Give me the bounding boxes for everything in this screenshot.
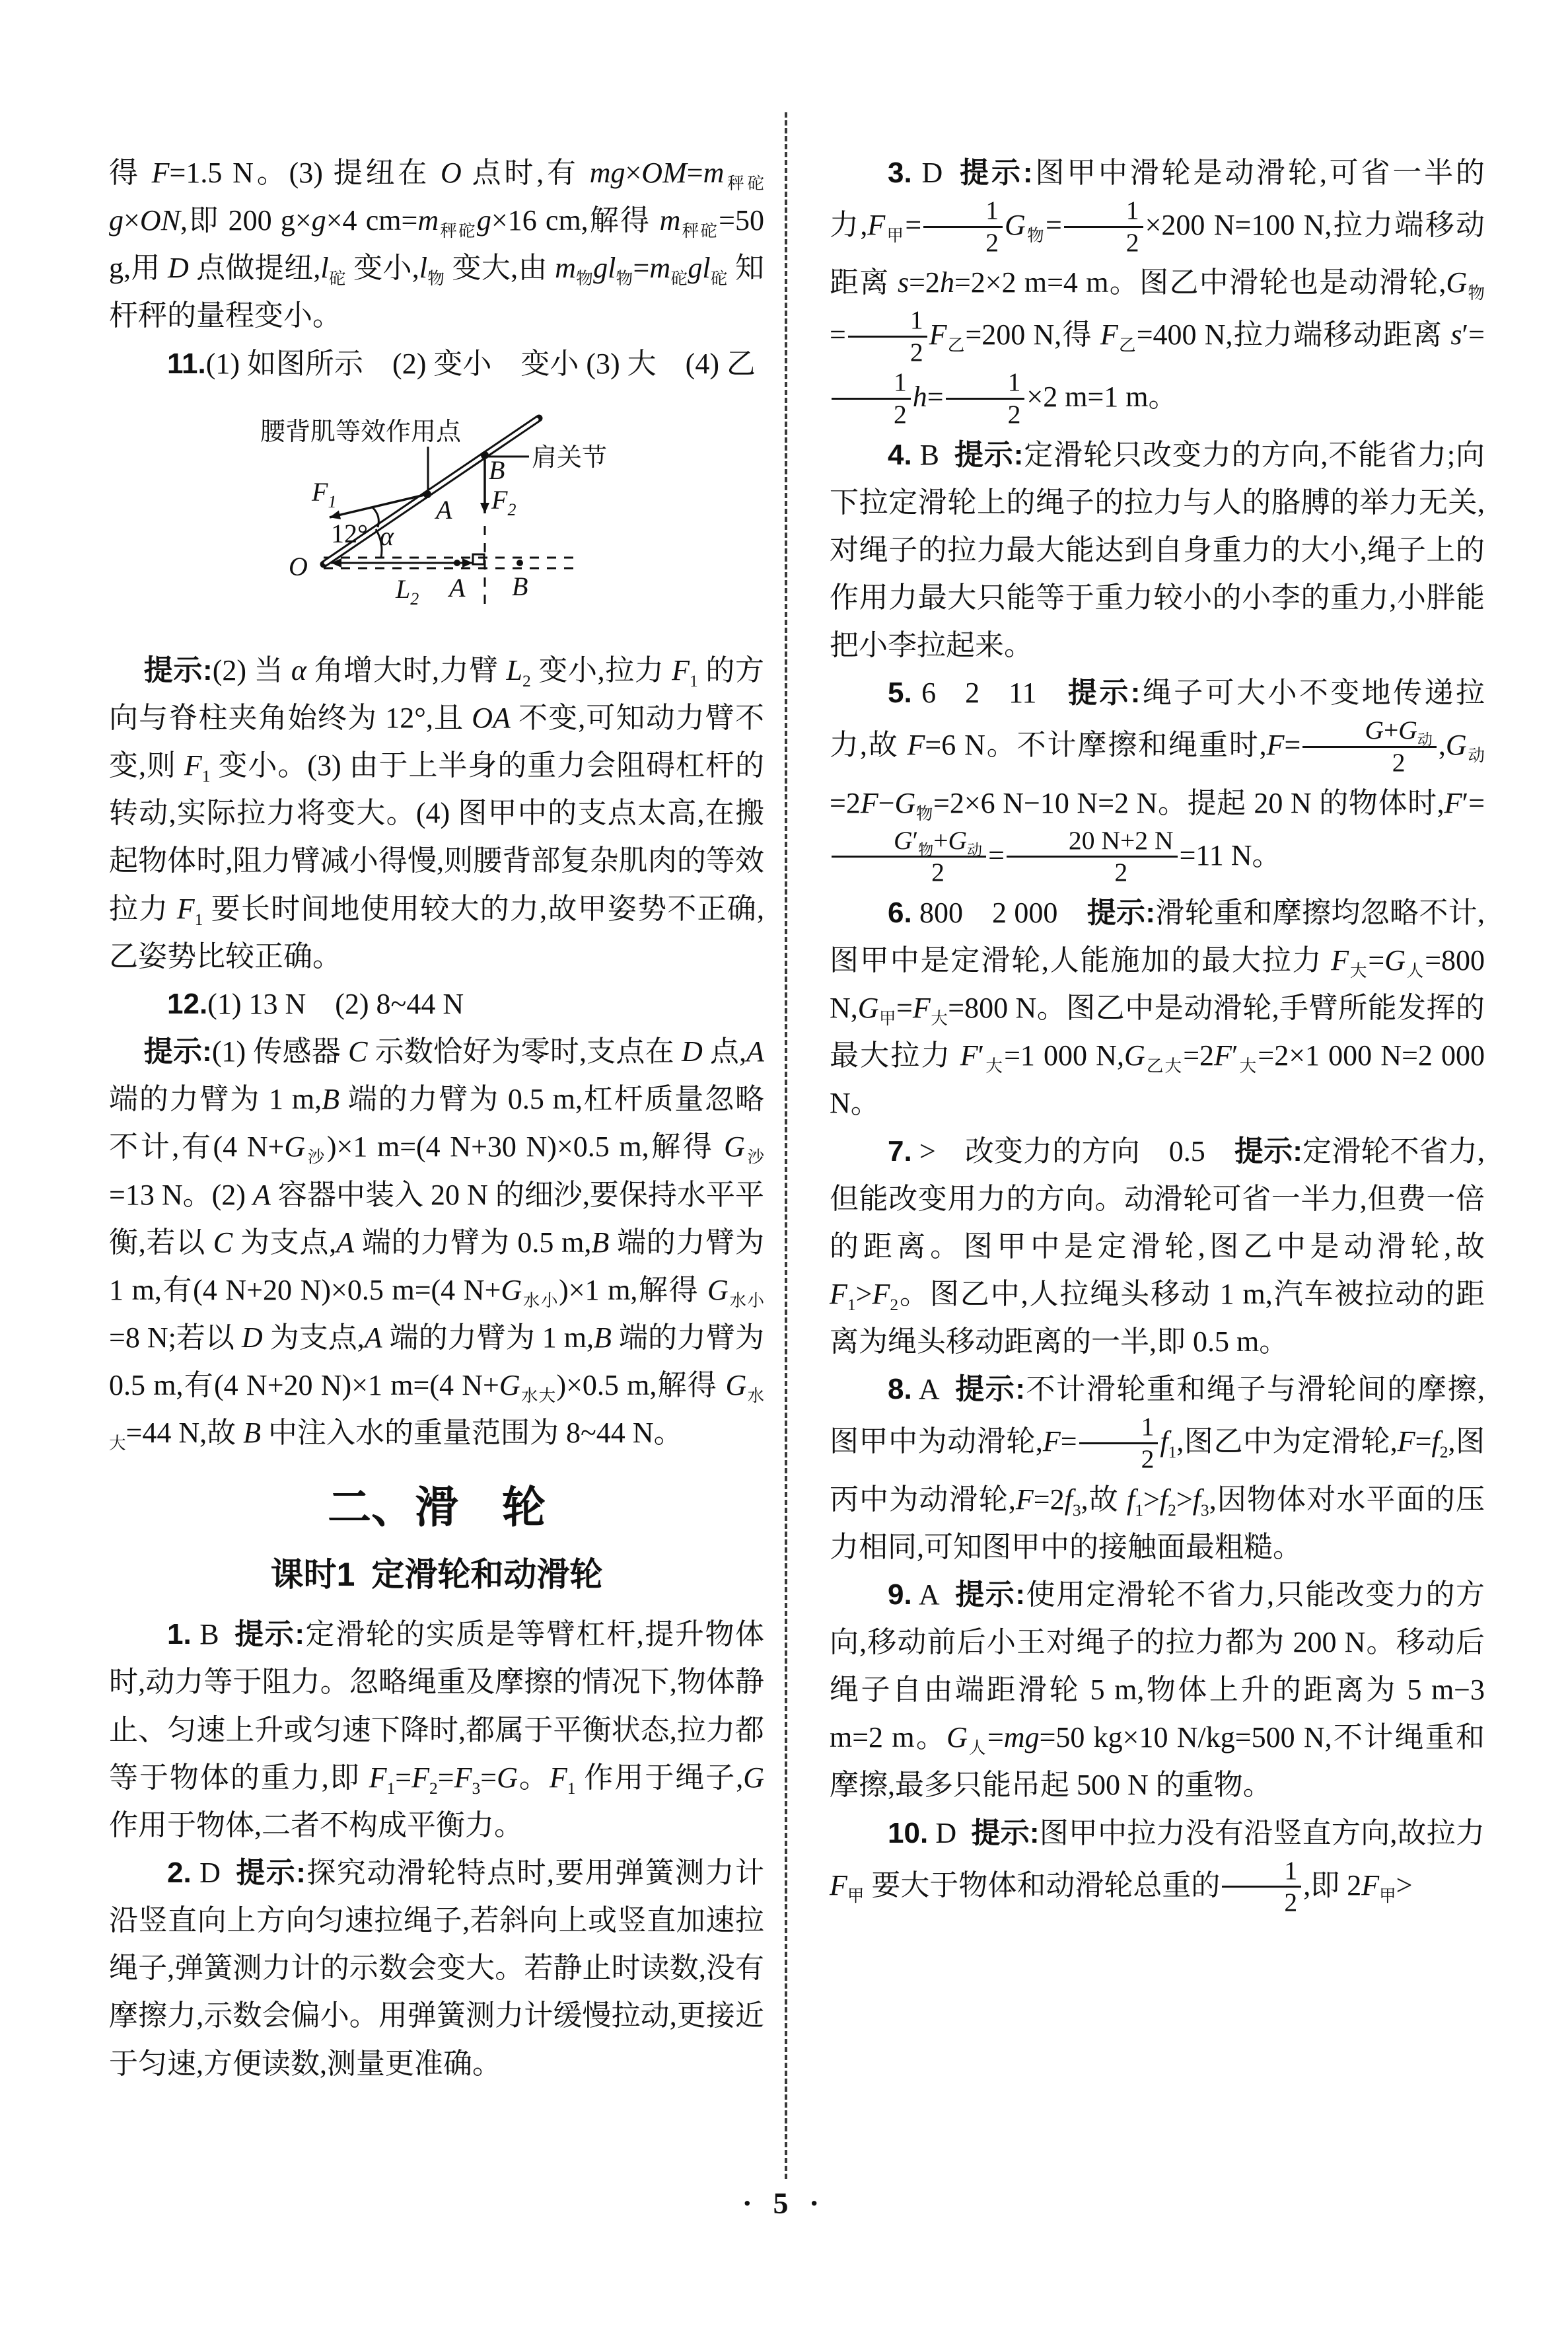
page-number: · 5 · <box>742 2186 826 2220</box>
fraction: $\frac{20 N+2 N}{2}$ <box>1007 826 1178 888</box>
figure-label-point-b-base: B <box>512 571 528 601</box>
answer-item: 10. D 提示:图甲中拉力没有沿竖直方向,故拉力 $F_甲$ 要大于物体和动滑轮总重的 $\frac{1}{2}$ ,即 $2F_甲>$ <box>830 1816 1485 1917</box>
figure-label-f1: $F_1$ <box>312 476 337 511</box>
fraction: $\frac{1}{2}$ <box>946 367 1025 429</box>
answer-item: 2. D 提示:探究动滑轮特点时,要用弹簧测力计沿竖直向上方向匀速拉绳子,若斜向上或竖直加速拉绳子,弹簧测力计的示数会变大。若静止时读数,没有摩擦力,示数会偏小。用弹簧测力计缓慢拉动,更接近于匀速,方便读数,测量更准确。 <box>109 1857 764 2080</box>
figure-label-angle-12: 12° <box>331 518 368 548</box>
answer-item: 5. 6 2 11 提示:绳子可大小不变地传递拉力,故 F=6 N。不计摩擦和绳重时,F= $\frac{G+G_动}{2}$ $,G_动=2F-G_物=2\times 6$ N−10 N=2 N。提起 20 N 的物体时,F′= $\frac{G'_物+G_动}{2}$ = $\frac{20 N+2 N}{2}$ =11 N。 <box>830 677 1485 887</box>
left-column <box>109 149 764 2088</box>
lever-diagram <box>249 410 632 628</box>
right-column <box>830 149 1485 1919</box>
figure-label-origin-o: O <box>289 551 308 581</box>
column-divider-dashed-line <box>785 112 787 2179</box>
fraction: $\frac{1}{2}$ <box>832 367 911 429</box>
section-heading: 二、滑 轮 <box>328 1483 546 1532</box>
answer-item: 9. A 提示:使用定滑轮不省力,只能改变力的方向,移动前后小王对绳子的拉力都为 200 N。移动后绳子自由端距滑轮 5 m,物体上升的距离为 5 m−3 m=2 m。$G_人=mg=50$ kg×10 N/kg=500 N,不计绳重和摩擦,最多只能吊起 500 N 的重物。 <box>830 1578 1485 1802</box>
fraction: $\frac{1}{2}$ <box>848 305 927 367</box>
figure-label-point-a-base: A <box>449 572 466 603</box>
answer-item: 1. B 提示:定滑轮的实质是等臂杠杆,提升物体时,动力等于阻力。忽略绳重及摩擦的情况下,物体静止、匀速上升或匀速下降时,都属于平衡状态,拉力都等于物体的重力,即 $F_1=F_2=F_3=G$。$F_1$ 作用于绳子,G 作用于物体,二者不构成平衡力。 <box>109 1618 765 1841</box>
answer-item: 11.(1) 如图所示 (2) 变小 变小 (3) 大 (4) 乙 <box>167 347 756 380</box>
point-b-on-baseline <box>517 560 523 566</box>
point-a-on-baseline <box>454 560 460 566</box>
paragraph: 提示:(2) 当 α 角增大时,力臂 $L_2$ 变小,拉力 $F_1$ 的方向与脊柱夹角始终为 12°,且 OA 不变,可知动力臂不变,则 $F_1$ 变小。(3) 由于上半身的重力会阻碍杠杆的转动,实际拉力将变大。(4) 图甲中的支点太高,在搬起物体时,阻力臂减小得慢,则腰背部复杂肌肉的等效拉力 $F_1$ 要长时间地使用较大的力,故甲姿势不正确,乙姿势比较正确。 <box>109 653 765 973</box>
angle-12-arc <box>373 507 378 527</box>
point-b-on-rod <box>481 451 489 459</box>
fraction: $\frac{G'_物+G_动}{2}$ <box>832 826 986 888</box>
fraction: $\frac{G+G_动}{2}$ <box>1302 716 1436 778</box>
answer-item: 12.(1) 13 N (2) 8~44 N <box>167 987 464 1020</box>
figure-label-shoulder-joint: 肩关节 <box>532 443 608 472</box>
paragraph: 提示:(1) 传感器 C 示数恰好为零时,支点在 D 点,A 端的力臂为 1 m,B 端的力臂为 0.5 m,杠杆质量忽略不计,有(4 $N+G_沙)\times 1$ m=(4 N+30 N)×0.5 m,解得 $G_沙=13$ N。(2) A 容器中装入 20 N 的细沙,要保持水平平衡,若以 C 为支点,A 端的力臂为 0.5 m,B 端的力臂为 1 m,有(4 N+20 N)×0.5 m=(4 $N+G_{水小})\times 1$ m,解得 $G_{水小}=8$ N;若以 D 为支点,A 端的力臂为 1 m,B 端的力臂为 0.5 m,有(4 N+20 N)×1 m=(4 $N+G_{水大})\times 0.5$ m,解得 $G_{水大}=44$ N,故 B 中注入水的重量范围为 8~44 N。 <box>109 1035 765 1454</box>
answer-item: 4. B 提示:定滑轮只改变力的方向,不能省力;向下拉定滑轮上的绳子的拉力与人的胳膊的举力无关,对绳子的拉力最大能达到自身重力的大小,绳子上的作用力最大只能等于重力较小的小李的重力,小胖能把小李拉起来。 <box>830 438 1485 662</box>
fraction: $\frac{1}{2}$ <box>1079 1412 1158 1474</box>
paragraph: 得 F=1.5 N。(3) 提纽在 O 点时,有 $mg\times OM=m_{秤砣}g\times ON$,即 200 g×g×4 $cm=m_{秤砣}g\times 16$ cm,解得 $m_{秤砣}=50$ g,用 D 点做提纽$,l_砣$ 变小$,l_物$ 变大,由 $m_物gl_物=m_砣gl_砣$ 知杆秤的量程变小。 <box>109 157 765 332</box>
answer-item: 7. > 改变力的方向 0.5 提示:定滑轮不省力,但能改变用力的方向。动滑轮可省一半力,但费一倍的距离。图甲中是定滑轮,图乙中是动滑轮,故 $F_1>F_2$。图乙中,人拉绳头移动 1 m,汽车被拉动的距离为绳头移动距离的一半,即 0.5 m。 <box>830 1134 1485 1358</box>
figure-label-point-b-rod: B <box>489 455 505 485</box>
figure-label-point-a-rod: A <box>436 494 452 525</box>
fraction: $\frac{1}{2}$ <box>923 196 1003 258</box>
answer-item: 6. 800 2 000 提示:滑轮重和摩擦均忽略不计,图甲中是定滑轮,人能施加的最大拉力 $F_大=G_人=800$ $N,G_甲=F_大=800$ N。图乙中是动滑轮,手臂所能发挥的最大拉力 $F'_大=1$ 000 $N,G_{乙大}=2F'_大=2\times 1$ 000 N=2 000 N。 <box>830 896 1485 1120</box>
right-column-blocks <box>830 149 1485 1919</box>
fraction: $\frac{1}{2}$ <box>1222 1856 1301 1918</box>
fraction: $\frac{1}{2}$ <box>1064 196 1143 258</box>
answer-item: 3. D 提示:图甲中滑轮是动滑轮,可省一半的力$,F_甲=$ $\frac{1}{2}$ $G_物=$ $\frac{1}{2}$ ×200 N=100 N,拉力端移动距离 s=2h=2×2 m=4 m。图乙中滑轮也是动滑轮$,G_物=$ $\frac{1}{2}$ $F_乙=200$ N,得 $F_乙=400$ N,拉力端移动距离 s′= $\frac{1}{2}$ h= $\frac{1}{2}$ ×2 m=1 m。 <box>830 157 1485 429</box>
point-a-on-rod <box>423 490 431 498</box>
left-column-blocks-before-figure <box>109 149 764 388</box>
figure-label-waist-muscle: 腰背肌等效作用点 <box>260 418 462 446</box>
figure-label-angle-alpha: α <box>380 521 394 551</box>
figure-label-f2: $F_2$ <box>491 484 517 519</box>
left-column-blocks-after-figure <box>109 647 764 2088</box>
figure-label-l2: $L_2$ <box>396 573 419 609</box>
answer-item: 8. A 提示:不计滑轮重和绳子与滑轮间的摩擦,图甲中为动滑轮,F= $\frac{1}{2}$ $f_1$,图乙中为定滑轮$,F=f_2$,图丙中为动滑轮$,F=2f_3$,故 $f_1>f_2>f_3$,因物体对水平面的压力相同,可知图甲中的接触面最粗糙。 <box>830 1373 1485 1563</box>
right-angle-mark <box>473 554 484 564</box>
subsection-heading: 课时1 定滑轮和动滑轮 <box>270 1556 603 1594</box>
lever-diagram-svg <box>249 410 632 628</box>
